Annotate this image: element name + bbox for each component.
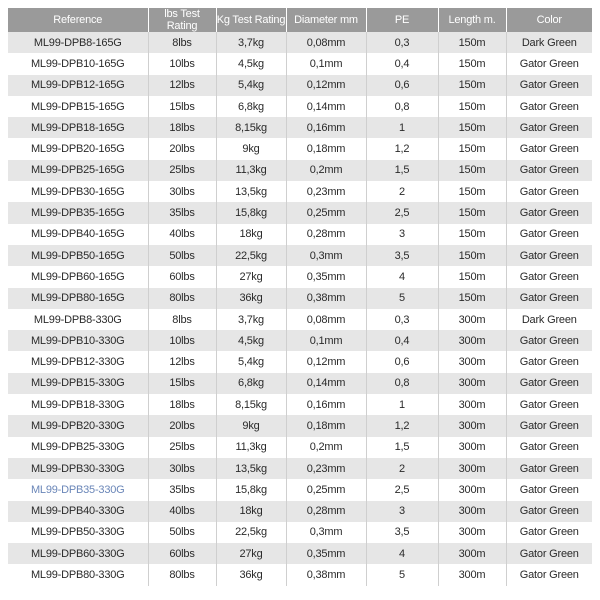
cell-reference: ML99-DPB15-165G [8,96,148,117]
cell-length: 300m [438,437,506,458]
header-lbs-test-rating: lbs Test Rating [148,8,216,32]
cell-color: Gator Green [506,181,592,202]
cell-diameter: 0,28mm [286,224,366,245]
cell-color: Gator Green [506,415,592,436]
table-row [8,373,592,394]
table-row [8,266,592,287]
cell-color: Gator Green [506,96,592,117]
cell-lbs: 18lbs [148,394,216,415]
cell-kg: 5,4kg [216,351,286,372]
cell-lbs: 80lbs [148,564,216,585]
cell-pe: 1 [366,117,438,138]
cell-color: Dark Green [506,32,592,53]
cell-diameter: 0,18mm [286,138,366,159]
cell-reference: ML99-DPB8-330G [8,309,148,330]
cell-pe: 5 [366,288,438,309]
cell-lbs: 8lbs [148,309,216,330]
cell-reference: ML99-DPB25-165G [8,160,148,181]
cell-diameter: 0,35mm [286,543,366,564]
cell-kg: 4,5kg [216,330,286,351]
cell-kg: 4,5kg [216,53,286,74]
cell-color: Gator Green [506,202,592,223]
cell-kg: 3,7kg [216,309,286,330]
table-row [8,309,592,330]
header-row [8,8,592,32]
cell-lbs: 50lbs [148,522,216,543]
cell-length: 150m [438,96,506,117]
table-row [8,245,592,266]
cell-pe: 1,5 [366,160,438,181]
cell-kg: 36kg [216,564,286,585]
cell-kg: 36kg [216,288,286,309]
table-row [8,32,592,53]
cell-diameter: 0,08mm [286,32,366,53]
cell-color: Dark Green [506,309,592,330]
cell-diameter: 0,1mm [286,53,366,74]
table-row [8,202,592,223]
cell-kg: 18kg [216,501,286,522]
header-reference: Reference [8,8,148,32]
cell-reference: ML99-DPB18-330G [8,394,148,415]
cell-length: 150m [438,266,506,287]
cell-color: Gator Green [506,564,592,585]
header-color: Color [506,8,592,32]
table-row [8,288,592,309]
cell-lbs: 25lbs [148,437,216,458]
cell-reference: ML99-DPB18-165G [8,117,148,138]
cell-diameter: 0,14mm [286,373,366,394]
cell-diameter: 0,16mm [286,394,366,415]
cell-length: 300m [438,522,506,543]
table-row [8,479,592,500]
cell-pe: 0,3 [366,32,438,53]
cell-pe: 4 [366,543,438,564]
cell-color: Gator Green [506,160,592,181]
cell-diameter: 0,25mm [286,479,366,500]
cell-diameter: 0,14mm [286,96,366,117]
cell-kg: 27kg [216,266,286,287]
cell-lbs: 30lbs [148,458,216,479]
cell-reference: ML99-DPB40-330G [8,501,148,522]
cell-color: Gator Green [506,501,592,522]
cell-pe: 1,5 [366,437,438,458]
cell-color: Gator Green [506,522,592,543]
cell-length: 300m [438,351,506,372]
cell-reference: ML99-DPB30-165G [8,181,148,202]
table-row [8,96,592,117]
cell-length: 150m [438,117,506,138]
table-row [8,458,592,479]
cell-length: 300m [438,309,506,330]
cell-kg: 5,4kg [216,75,286,96]
cell-length: 300m [438,415,506,436]
cell-pe: 0,6 [366,75,438,96]
cell-lbs: 60lbs [148,266,216,287]
cell-length: 150m [438,160,506,181]
table-row [8,394,592,415]
cell-color: Gator Green [506,330,592,351]
table-row [8,181,592,202]
cell-color: Gator Green [506,53,592,74]
cell-color: Gator Green [506,543,592,564]
cell-pe: 0,3 [366,309,438,330]
cell-diameter: 0,18mm [286,415,366,436]
cell-diameter: 0,16mm [286,117,366,138]
spec-table-container [8,8,592,586]
cell-kg: 15,8kg [216,479,286,500]
cell-diameter: 0,38mm [286,564,366,585]
table-row [8,564,592,585]
cell-reference: ML99-DPB60-165G [8,266,148,287]
cell-color: Gator Green [506,138,592,159]
cell-pe: 3 [366,501,438,522]
table-row [8,117,592,138]
cell-lbs: 15lbs [148,96,216,117]
cell-diameter: 0,2mm [286,437,366,458]
table-row [8,53,592,74]
cell-length: 300m [438,458,506,479]
cell-diameter: 0,08mm [286,309,366,330]
cell-lbs: 15lbs [148,373,216,394]
cell-diameter: 0,25mm [286,202,366,223]
cell-reference: ML99-DPB20-330G [8,415,148,436]
cell-length: 300m [438,373,506,394]
cell-color: Gator Green [506,288,592,309]
cell-pe: 3,5 [366,245,438,266]
cell-reference: ML99-DPB80-330G [8,564,148,585]
table-row [8,501,592,522]
cell-lbs: 12lbs [148,75,216,96]
cell-reference: ML99-DPB12-165G [8,75,148,96]
cell-reference: ML99-DPB60-330G [8,543,148,564]
cell-length: 300m [438,564,506,585]
cell-length: 150m [438,32,506,53]
cell-reference: ML99-DPB50-165G [8,245,148,266]
cell-kg: 13,5kg [216,181,286,202]
cell-pe: 0,8 [366,373,438,394]
cell-pe: 0,4 [366,53,438,74]
cell-lbs: 35lbs [148,202,216,223]
cell-length: 300m [438,394,506,415]
cell-kg: 9kg [216,138,286,159]
cell-color: Gator Green [506,75,592,96]
cell-lbs: 18lbs [148,117,216,138]
cell-kg: 11,3kg [216,437,286,458]
cell-reference: ML99-DPB30-330G [8,458,148,479]
cell-pe: 0,6 [366,351,438,372]
cell-diameter: 0,38mm [286,288,366,309]
cell-kg: 18kg [216,224,286,245]
table-row [8,351,592,372]
cell-diameter: 0,1mm [286,330,366,351]
cell-diameter: 0,35mm [286,266,366,287]
cell-pe: 0,4 [366,330,438,351]
cell-kg: 22,5kg [216,245,286,266]
cell-lbs: 35lbs [148,479,216,500]
cell-color: Gator Green [506,373,592,394]
cell-length: 150m [438,202,506,223]
cell-length: 300m [438,501,506,522]
cell-color: Gator Green [506,394,592,415]
table-row [8,160,592,181]
cell-pe: 2 [366,181,438,202]
header-pe: PE [366,8,438,32]
cell-lbs: 50lbs [148,245,216,266]
cell-pe: 3 [366,224,438,245]
cell-length: 150m [438,138,506,159]
table-row [8,330,592,351]
table-row [8,522,592,543]
cell-length: 150m [438,245,506,266]
cell-pe: 2,5 [366,479,438,500]
header-kg-test-rating: Kg Test Rating [216,8,286,32]
cell-lbs: 12lbs [148,351,216,372]
cell-lbs: 25lbs [148,160,216,181]
cell-pe: 3,5 [366,522,438,543]
cell-kg: 11,3kg [216,160,286,181]
table-row [8,543,592,564]
cell-pe: 5 [366,564,438,585]
cell-kg: 3,7kg [216,32,286,53]
cell-lbs: 10lbs [148,53,216,74]
cell-diameter: 0,12mm [286,351,366,372]
cell-length: 150m [438,288,506,309]
cell-reference: ML99-DPB10-165G [8,53,148,74]
table-row [8,415,592,436]
cell-color: Gator Green [506,266,592,287]
cell-reference: ML99-DPB12-330G [8,351,148,372]
cell-reference: ML99-DPB40-165G [8,224,148,245]
cell-kg: 22,5kg [216,522,286,543]
cell-lbs: 30lbs [148,181,216,202]
cell-diameter: 0,3mm [286,245,366,266]
cell-pe: 1,2 [366,138,438,159]
table-header [8,8,592,32]
cell-kg: 6,8kg [216,96,286,117]
cell-color: Gator Green [506,437,592,458]
cell-kg: 6,8kg [216,373,286,394]
cell-pe: 2,5 [366,202,438,223]
cell-diameter: 0,23mm [286,181,366,202]
cell-reference: ML99-DPB25-330G [8,437,148,458]
cell-length: 300m [438,479,506,500]
header-diameter: Diameter mm [286,8,366,32]
cell-pe: 0,8 [366,96,438,117]
cell-reference: ML99-DPB8-165G [8,32,148,53]
cell-color: Gator Green [506,479,592,500]
cell-length: 150m [438,181,506,202]
table-row [8,138,592,159]
cell-lbs: 20lbs [148,138,216,159]
table-row [8,224,592,245]
cell-reference: ML99-DPB35-330G [8,479,148,500]
cell-kg: 8,15kg [216,394,286,415]
cell-reference: ML99-DPB80-165G [8,288,148,309]
cell-diameter: 0,23mm [286,458,366,479]
cell-diameter: 0,28mm [286,501,366,522]
cell-color: Gator Green [506,224,592,245]
cell-kg: 27kg [216,543,286,564]
cell-reference: ML99-DPB10-330G [8,330,148,351]
cell-reference: ML99-DPB50-330G [8,522,148,543]
cell-color: Gator Green [506,245,592,266]
cell-pe: 2 [366,458,438,479]
cell-reference: ML99-DPB20-165G [8,138,148,159]
cell-reference: ML99-DPB35-165G [8,202,148,223]
table-row [8,75,592,96]
cell-kg: 9kg [216,415,286,436]
cell-pe: 1 [366,394,438,415]
line-spec-table [8,8,592,586]
cell-diameter: 0,2mm [286,160,366,181]
cell-color: Gator Green [506,351,592,372]
cell-kg: 13,5kg [216,458,286,479]
cell-lbs: 10lbs [148,330,216,351]
header-length: Length m. [438,8,506,32]
cell-length: 150m [438,224,506,245]
table-body [8,32,592,586]
cell-diameter: 0,12mm [286,75,366,96]
cell-color: Gator Green [506,117,592,138]
cell-pe: 4 [366,266,438,287]
cell-reference: ML99-DPB15-330G [8,373,148,394]
cell-lbs: 60lbs [148,543,216,564]
cell-length: 150m [438,53,506,74]
cell-lbs: 80lbs [148,288,216,309]
table-row [8,437,592,458]
cell-lbs: 40lbs [148,501,216,522]
cell-length: 300m [438,330,506,351]
cell-diameter: 0,3mm [286,522,366,543]
cell-length: 150m [438,75,506,96]
cell-kg: 15,8kg [216,202,286,223]
cell-lbs: 40lbs [148,224,216,245]
cell-lbs: 20lbs [148,415,216,436]
cell-pe: 1,2 [366,415,438,436]
cell-kg: 8,15kg [216,117,286,138]
cell-lbs: 8lbs [148,32,216,53]
cell-length: 300m [438,543,506,564]
cell-color: Gator Green [506,458,592,479]
